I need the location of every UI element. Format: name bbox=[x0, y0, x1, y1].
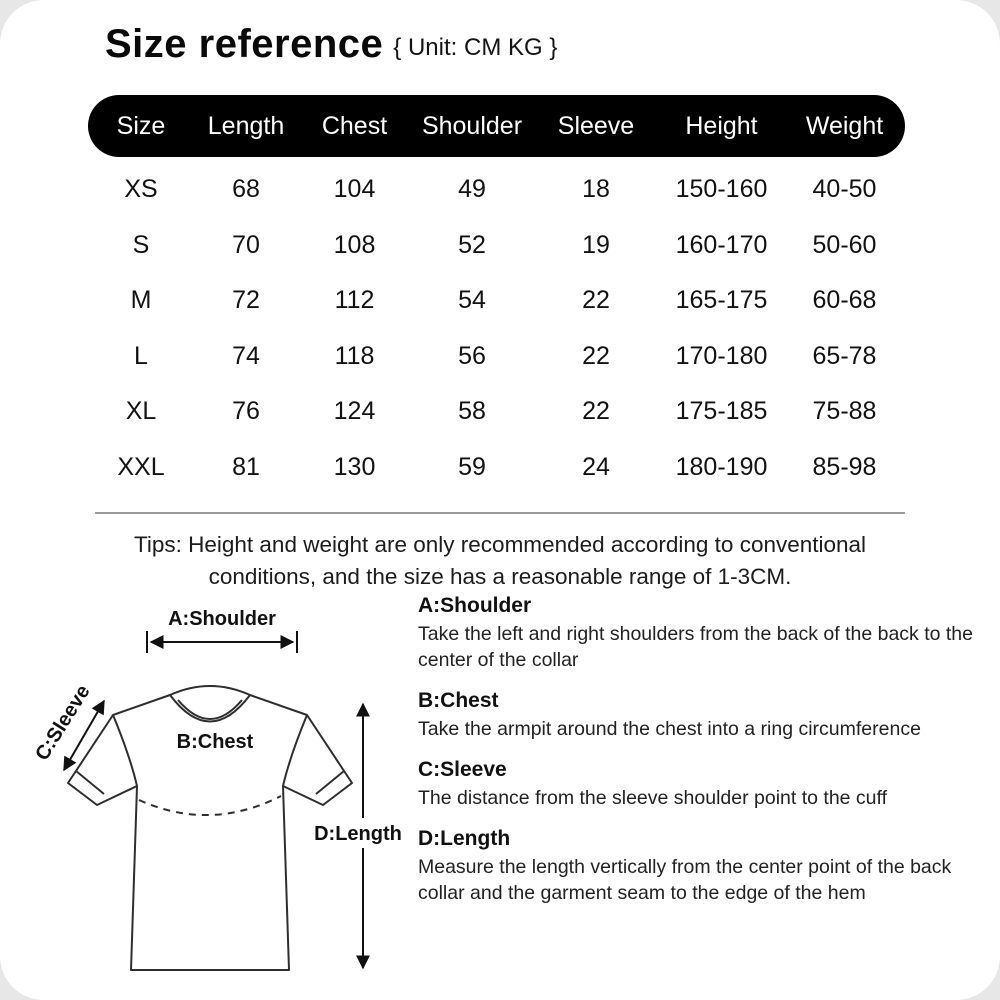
table-cell: 180-190 bbox=[675, 452, 768, 481]
table-cell: 76 bbox=[232, 397, 260, 426]
measurement-title: B:Chest bbox=[418, 688, 499, 712]
table-cell: 70 bbox=[232, 230, 260, 259]
table-cell: 165-175 bbox=[675, 286, 768, 315]
unit-label: { Unit: CM KG } bbox=[393, 33, 558, 61]
table-cell: 175-185 bbox=[675, 397, 768, 426]
table-cell: 68 bbox=[232, 175, 260, 204]
table-row bbox=[88, 329, 905, 385]
measurement-block-sleeve bbox=[418, 758, 993, 812]
table-cell: 108 bbox=[333, 230, 376, 259]
table-cell: 104 bbox=[333, 175, 376, 204]
table-row bbox=[88, 273, 905, 329]
header-cell-shoulder: Shoulder bbox=[421, 111, 523, 140]
table-cell: S bbox=[132, 230, 150, 259]
table-cell: 22 bbox=[582, 286, 610, 315]
title-row bbox=[105, 22, 557, 67]
page-title: Size reference bbox=[105, 22, 384, 66]
table-row bbox=[88, 384, 905, 440]
table-cell: 118 bbox=[334, 341, 375, 370]
table-row bbox=[88, 218, 905, 274]
table-cell: 24 bbox=[582, 452, 610, 481]
table-cell: 130 bbox=[333, 452, 376, 481]
table-cell: 124 bbox=[333, 397, 376, 426]
table-cell: 54 bbox=[458, 286, 486, 315]
table-body bbox=[88, 157, 905, 495]
table-row bbox=[88, 162, 905, 218]
table-cell: 56 bbox=[458, 341, 486, 370]
measurement-description: Take the left and right shoulders from the back of the back to the center of the collar bbox=[418, 623, 973, 671]
table-cell: XXL bbox=[117, 452, 165, 481]
header-cell-chest: Chest bbox=[321, 111, 388, 140]
table-cell: 60-68 bbox=[812, 286, 877, 315]
table-cell: 19 bbox=[582, 230, 610, 259]
length-diagram-label: D:Length bbox=[314, 823, 402, 845]
table-cell: 81 bbox=[232, 452, 260, 481]
table-cell: 52 bbox=[458, 230, 486, 259]
table-cell: XL bbox=[125, 397, 157, 426]
measurement-description: The distance from the sleeve shoulder point to the cuff bbox=[418, 786, 887, 809]
table-cell: 74 bbox=[232, 341, 260, 370]
sleeve-diagram-label: C:Sleeve bbox=[31, 681, 95, 765]
table-cell: 59 bbox=[458, 452, 486, 481]
chest-diagram-label: B:Chest bbox=[176, 731, 254, 753]
table-cell: XS bbox=[124, 175, 158, 204]
header-cell-height: Height bbox=[685, 111, 758, 140]
table-cell: 22 bbox=[582, 397, 610, 426]
table-cell: 50-60 bbox=[812, 230, 877, 259]
measurement-title: C:Sleeve bbox=[418, 757, 507, 781]
measurement-block-shoulder bbox=[418, 594, 993, 674]
header-cell-sleeve: Sleeve bbox=[557, 111, 635, 140]
table-cell: 112 bbox=[334, 286, 375, 315]
header-cell-length: Length bbox=[207, 111, 285, 140]
measurement-title: A:Shoulder bbox=[418, 594, 532, 617]
tshirt-diagram bbox=[0, 598, 440, 1000]
table-cell: 40-50 bbox=[812, 175, 877, 204]
shoulder-diagram-label: A:Shoulder bbox=[168, 608, 276, 630]
table-cell: L bbox=[134, 341, 148, 370]
measurement-title: D:Length bbox=[418, 826, 511, 850]
table-cell: 65-78 bbox=[812, 341, 877, 370]
table-cell: 18 bbox=[582, 175, 610, 204]
size-table bbox=[88, 95, 905, 495]
header-cell-size: Size bbox=[116, 111, 166, 140]
table-cell: 75-88 bbox=[812, 397, 877, 426]
measurement-block-chest bbox=[418, 689, 993, 743]
table-cell: 85-98 bbox=[812, 452, 877, 481]
table-cell: 170-180 bbox=[675, 341, 768, 370]
table-cell: 49 bbox=[458, 175, 486, 204]
table-row bbox=[88, 440, 905, 496]
measurement-explanations bbox=[418, 594, 993, 907]
table-cell: 22 bbox=[582, 341, 610, 370]
tips-text: Tips: Height and weight are only recommended according to conventional conditions, and the size has a reasonable range of 1-3CM. bbox=[133, 532, 867, 589]
table-header-row bbox=[88, 95, 905, 157]
table-cell: M bbox=[130, 286, 152, 315]
divider bbox=[95, 512, 905, 514]
table-cell: 150-160 bbox=[675, 175, 768, 204]
table-cell: 160-170 bbox=[675, 230, 768, 259]
table-cell: 58 bbox=[458, 397, 486, 426]
measurement-description: Measure the length vertically from the center point of the back collar and the garment seam to the edge of the hem bbox=[418, 855, 952, 904]
table-cell: 72 bbox=[232, 286, 260, 315]
measurement-description: Take the armpit around the chest into a ring circumference bbox=[418, 717, 921, 740]
header-cell-weight: Weight bbox=[805, 111, 884, 140]
measurement-block-length bbox=[418, 827, 993, 907]
